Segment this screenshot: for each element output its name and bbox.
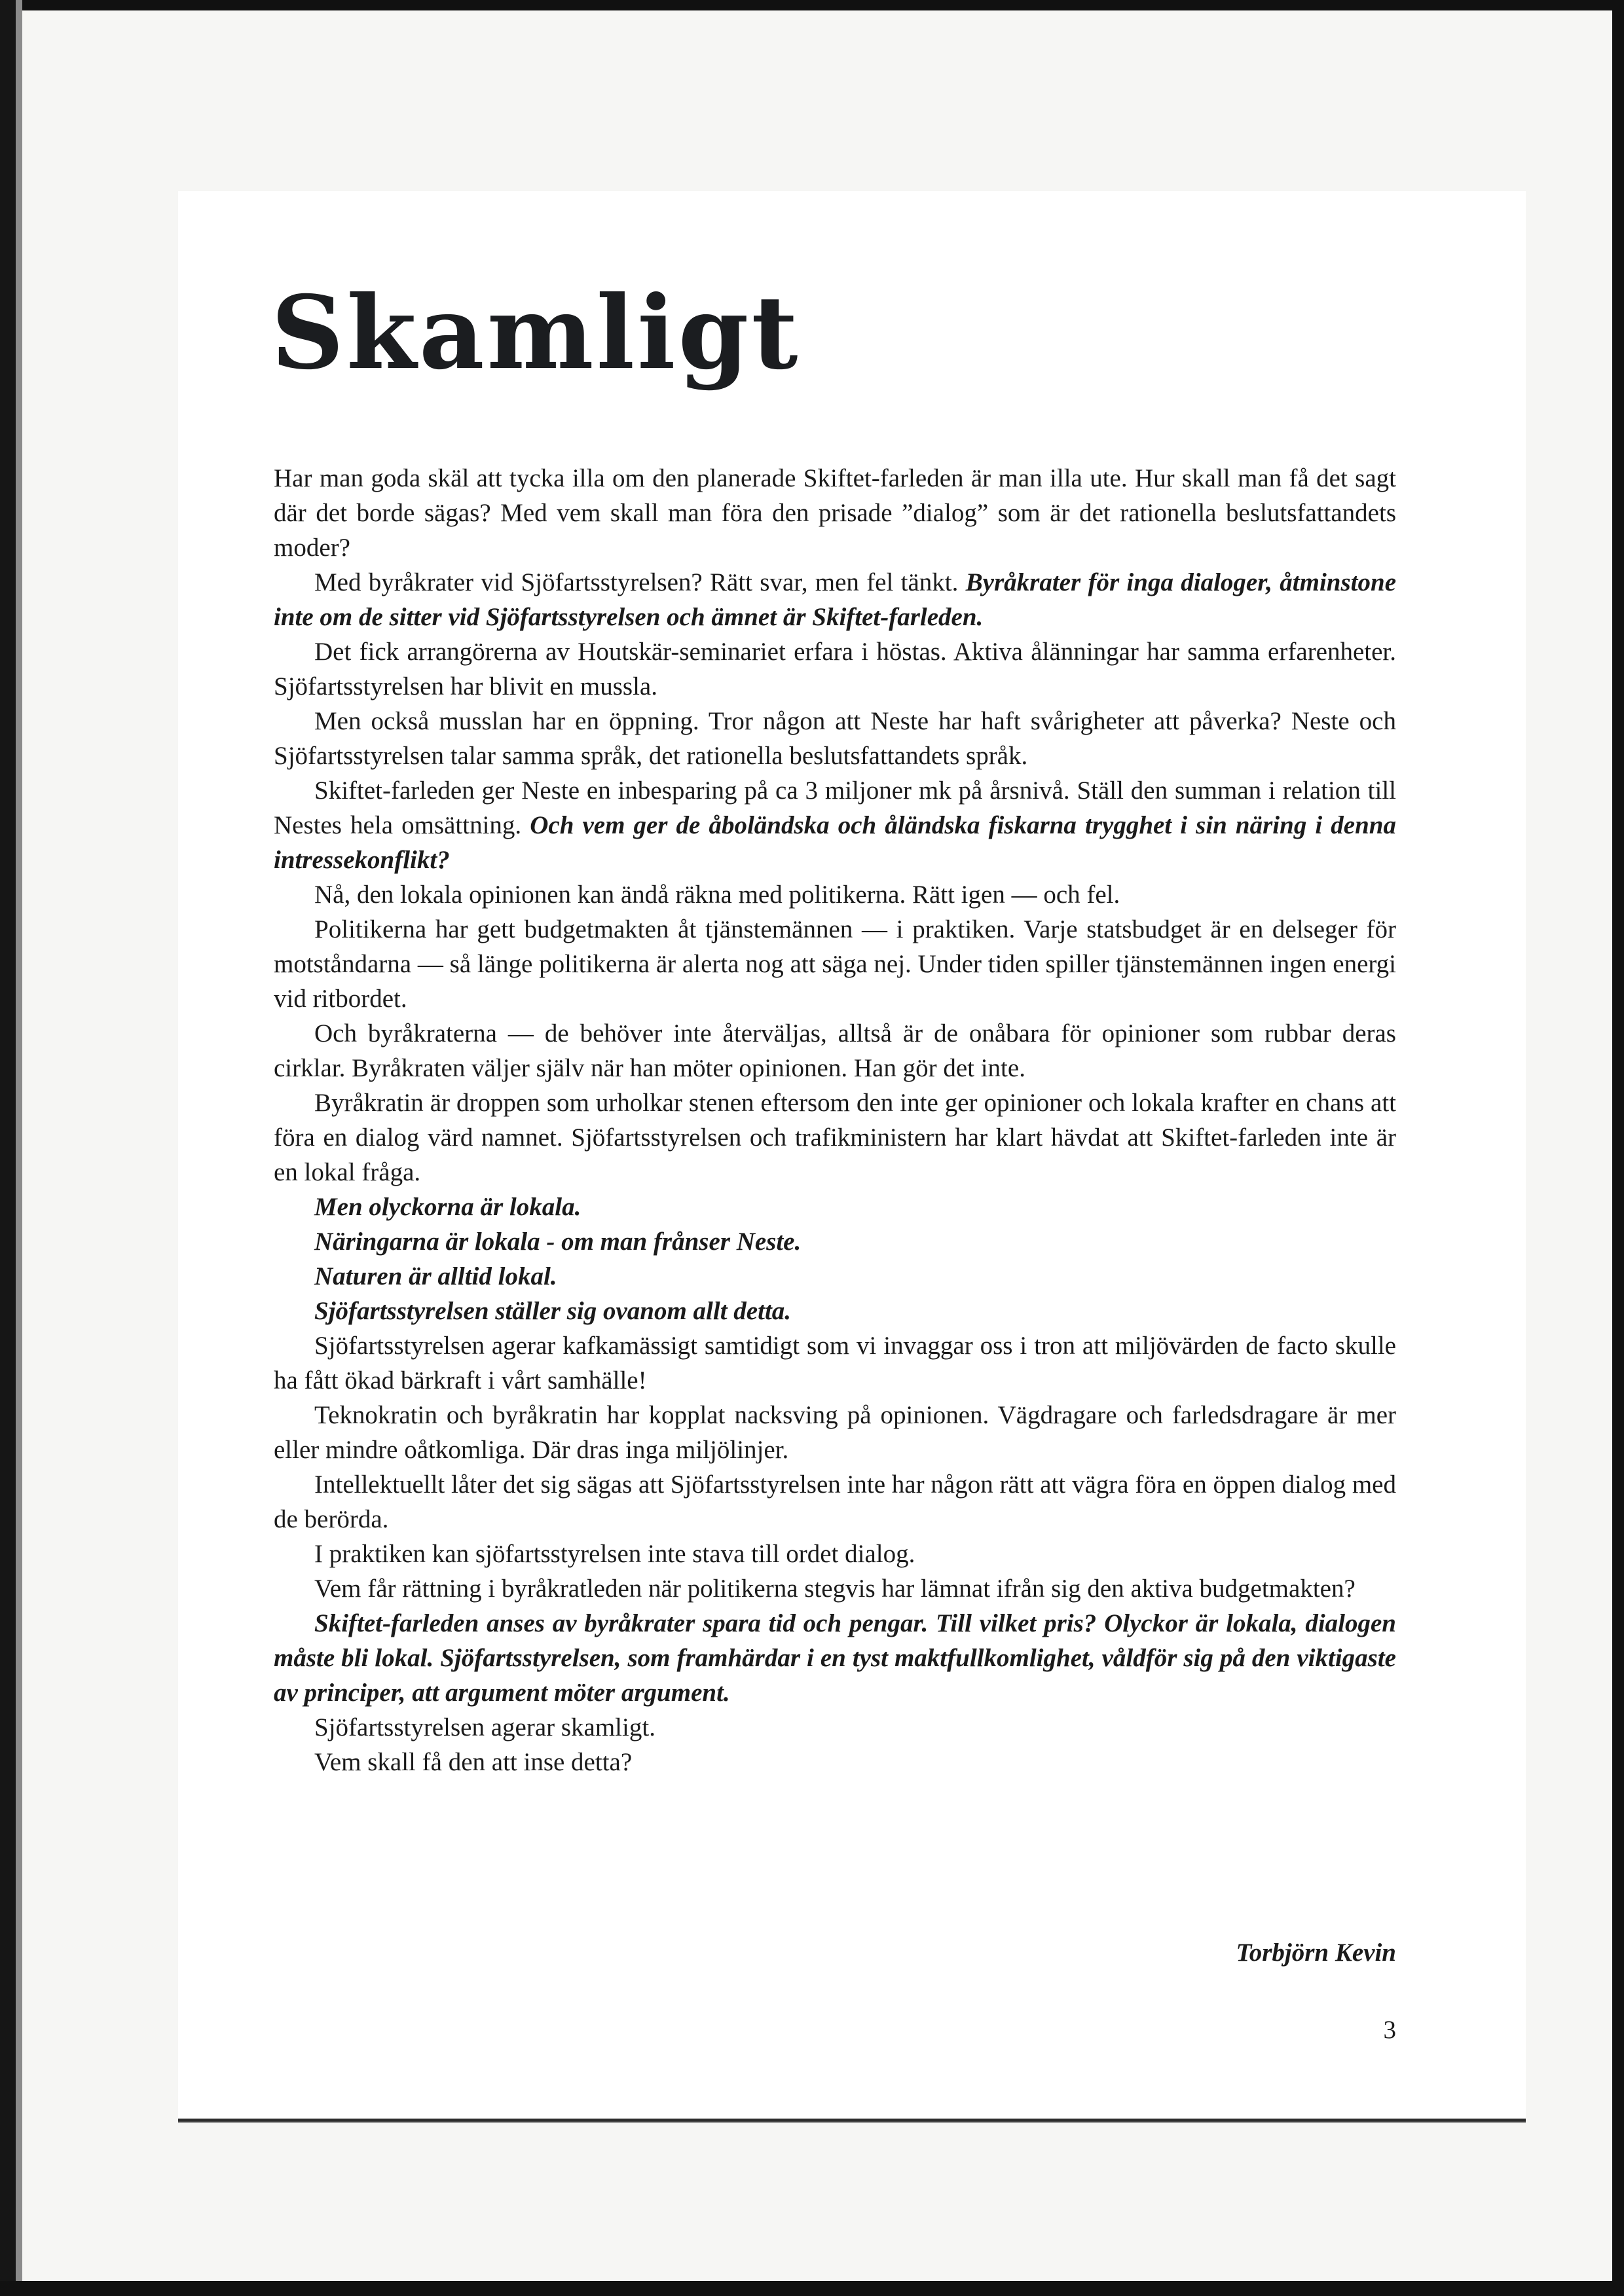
article-title: Skamligt [271,274,801,392]
article-paragraph [274,1710,1396,1745]
article-paragraph [274,1745,1396,1779]
article-paragraph [274,1085,1396,1190]
paragraph-text: Vem får rättning i byråkratleden när politikerna stegvis har lämnat ifrån sig den aktiva budgetmakten? [314,1575,1356,1603]
article-paragraph [274,912,1396,1016]
emphasized-text: Men olyckorna är lokala. [314,1193,581,1221]
scan-edge-right [1612,0,1624,2296]
article-paragraph [274,1259,1396,1294]
emphasized-text: Näringarna är lokala - om man frånser Neste. [314,1228,802,1256]
page-number: 3 [1383,2016,1396,2044]
paragraph-text: Skiftet-farleden ger Neste en inbesparing på ca 3 miljoner mk på årsnivå. Ställ den summan i relation till Nestes hela omsättning. [274,776,1396,839]
scan-edge-left-inner [16,0,22,2296]
paragraph-text: Det fick arrangörerna av Houtskär-seminariet erfara i höstas. Aktiva ålänningar har samma erfarenheter. Sjöfartsstyrelsen har blivit en mussla. [274,638,1396,701]
paragraph-text: I praktiken kan sjöfartsstyrelsen inte stava till ordet dialog. [314,1540,915,1568]
article-paragraph [274,634,1396,704]
article-paragraph [274,704,1396,773]
paragraph-text: Med byråkrater vid Sjöfartsstyrelsen? Rätt svar, men fel tänkt. [314,568,966,596]
article-paragraph [274,1398,1396,1467]
article-paragraph [274,1606,1396,1710]
paragraph-text: Intellektuellt låter det sig sägas att Sjöfartsstyrelsen inte har någon rätt att vägra föra en öppen dialog med de berörda. [274,1470,1396,1533]
article-paragraph [274,1224,1396,1259]
paragraph-text: Politikerna har gett budgetmakten åt tjänstemännen — i praktiken. Varje statsbudget är en delseger för motståndarna — så länge politikerna är alerta nog att säga nej. Under tiden spiller tjänstemännen ingen energi vid ritbordet. [274,915,1396,1013]
emphasized-text: Naturen är alltid lokal. [314,1262,557,1290]
paragraph-text: Sjöfartsstyrelsen agerar skamligt. [314,1713,655,1741]
article-paragraph [274,1328,1396,1398]
article-paragraph [274,565,1396,634]
article-paragraph [274,877,1396,912]
paragraph-text: Och byråkraterna — de behöver inte återväljas, alltså är de onåbara för opinioner som rubbar deras cirklar. Byråkraten väljer själv när han möter opinionen. Han gör det inte. [274,1019,1396,1082]
article-paragraph [274,1190,1396,1224]
paragraph-text: Vem skall få den att inse detta? [314,1748,633,1776]
author-signature: Torbjörn Kevin [1236,1939,1396,1967]
article-paragraph [274,1467,1396,1537]
article-paragraph [274,1016,1396,1085]
emphasized-text: Sjöfartsstyrelsen ställer sig ovanom allt detta. [314,1297,792,1325]
paragraph-text: Nå, den lokala opinionen kan ändå räkna med politikerna. Rätt igen — och fel. [314,881,1120,909]
paragraph-text: Men också musslan har en öppning. Tror någon att Neste har haft svårigheter att påverka? Neste och Sjöfartsstyrelsen talar samma språk, det rationella beslutsfattandets språk. [274,707,1396,770]
paragraph-text: Teknokratin och byråkratin har kopplat nacksving på opinionen. Vägdragare och farledsdragare är mer eller mindre oåtkomliga. Där dras inga miljölinjer. [274,1401,1396,1464]
scan-edge-bottom [0,2281,1624,2296]
emphasized-text: Byråkrater för inga dialoger, åtminstone inte om de sitter vid Sjöfartsstyrelsen och ämnet är Skiftet-farleden. [274,568,1396,631]
article-paragraph [274,1571,1396,1606]
scan-edge-top [0,0,1624,10]
article-paragraph [274,1537,1396,1571]
emphasized-text: Och vem ger de åboländska och åländska fiskarna trygghet i sin näring i denna intressekonflikt? [274,811,1396,874]
paragraph-text: Byråkratin är droppen som urholkar stenen eftersom den inte ger opinioner och lokala krafter en chans att föra en dialog värd namnet. Sjöfartsstyrelsen och trafikministern har klart hävdat att Skiftet-farleden inte är en lokal fråga. [274,1089,1396,1186]
article-paragraph [274,461,1396,565]
emphasized-text: Skiftet-farleden anses av byråkrater spara tid och pengar. Till vilket pris? Olyckor är lokala, dialogen måste bli lokal. Sjöfartsstyrelsen, som framhärdar i en tyst maktfullkomlighet, våldför sig på den viktigaste av principer, att argument möter argument. [274,1609,1396,1707]
paragraph-text: Sjöfartsstyrelsen agerar kafkamässigt samtidigt som vi invaggar oss i tron att miljövärden de facto skulle ha fått ökad bärkraft i vårt samhälle! [274,1332,1396,1394]
document-page [178,191,1526,2119]
article-body [274,461,1396,1779]
article-paragraph [274,773,1396,877]
scan-edge-left [0,0,16,2296]
paragraph-text: Har man goda skäl att tycka illa om den planerade Skiftet-farleden är man illa ute. Hur skall man få det sagt där det borde sägas? Med vem skall man föra den prisade ”dialog” som är det rationella beslutsfattandets moder? [274,464,1396,562]
article-paragraph [274,1294,1396,1328]
